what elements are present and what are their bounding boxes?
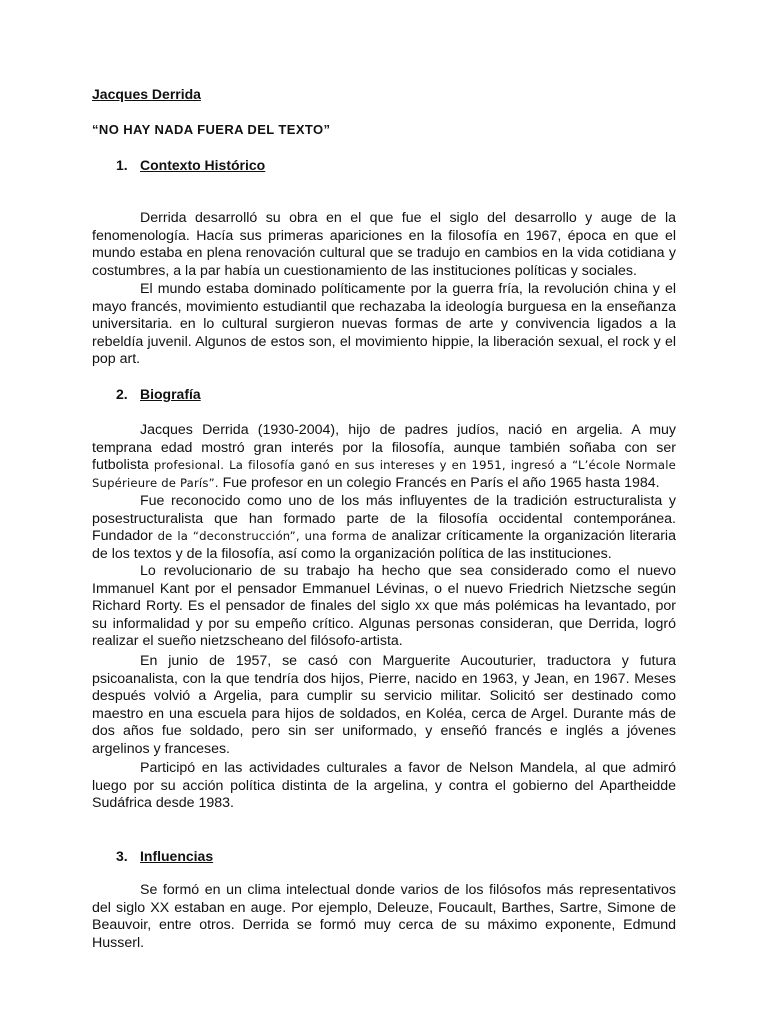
paragraph-text-alt-font: de la “deconstrucción”, una forma de (157, 529, 387, 544)
section-number: 2. (116, 386, 128, 402)
paragraph: Se formó en un clima intelectual donde varios de los filósofos más representativos del siglo XX estaban en auge. Por ejemplo, Deleuze, Foucault, Barthes, Sartre, Simone de Beauvoir, entre otros. Derrida se formó muy cerca de su máximo exponente, Edmund Husserl. (92, 882, 676, 951)
section-heading-contexto (116, 157, 265, 173)
section-title: Influencias (140, 848, 214, 864)
paragraph: Participó en las actividades culturales a favor de Nelson Mandela, al que admiró luego por su acción política distinta de la argelina, y contra el gobierno del Apartheidde Sudáfrica desde 1983. (92, 760, 676, 812)
paragraph: En junio de 1957, se casó con Marguerite Aucouturier, traductora y futura psicoanalista, con la que tendría dos hijos, Pierre, nacido en 1963, y Jean, en 1967. Meses después volvió a Argelia, para cumplir su servicio militar. Solicitó ser destinado como maestro en una escuela para hijos de soldados, en Koléa, cerca de Argel. Durante más de dos años fue soldado, pero sin ser uniformado, y enseñó francés e inglés a jóvenes argelinos y franceses. (92, 653, 676, 757)
paragraph: Derrida desarrolló su obra en el que fue el siglo del desarrollo y auge de la fenomenología. Hacía sus primeras apariciones en la filosofía en 1967, época en que el mundo estaba en plena renovación cultural que se tradujo en cambios en la vida cotidiana y costumbres, a la par había un cuestionamiento de las instituciones políticas y sociales. (92, 210, 676, 279)
document-quote: “NO HAY NADA FUERA DEL TEXTO” (92, 122, 331, 137)
section-title: Biografía (140, 386, 201, 402)
paragraph (92, 422, 676, 492)
paragraph-text: Jacques Derrida (1930-2004), hijo de padres judíos, nació en argelia. A muy temprana edad mostró gran interés por la filosofía, aunque también soñaba con ser futbolista (92, 422, 676, 474)
paragraph-text-alt-font: profesional. La filosofía ganó en sus intereses y en 1951, ingresó a “L’école Normale Supérieure de París”. (92, 458, 676, 490)
paragraph-text: analizar críticamente la organización literaria de los textos y de la filosofía, así como la organización política de las instituciones. (92, 528, 676, 562)
paragraph (92, 493, 676, 563)
paragraph: El mundo estaba dominado políticamente por la guerra fría, la revolución china y el mayo francés, movimiento estudiantil que rechazaba la ideología burguesa en la enseñanza universitaria. en lo cultural surgieron nuevas formas de arte y convivencia ligados a la rebeldía juvenil. Algunos de estos son, el movimiento hippie, la liberación sexual, el rock y el pop art. (92, 281, 676, 368)
section-heading-biografia (116, 386, 201, 402)
paragraph: Lo revolucionario de su trabajo ha hecho que sea considerado como el nuevo Immanuel Kant por el pensador Emmanuel Lévinas, o el nuevo Friedrich Nietzsche según Richard Rorty. Es el pensador de finales del siglo xx que más polémicas ha levantado, por su informalidad y por su empeño crítico. Algunas personas consideran, que Derrida, logró realizar el sueño nietzscheano del filósofo-artista. (92, 563, 676, 650)
section-number: 3. (116, 848, 128, 864)
paragraph-text: Fue profesor en un colegio Francés en París el año 1965 hasta 1984. (222, 474, 660, 491)
document-title: Jacques Derrida (92, 86, 201, 102)
section-number: 1. (116, 157, 128, 173)
paragraph-text: Fue reconocido como uno de los más influyentes de la tradición estructuralista y posestructuralista que han formado parte de la filosofía occidental contemporánea. Fundador (92, 493, 676, 545)
section-title: Contexto Histórico (140, 157, 266, 173)
section-heading-influencias (116, 848, 213, 864)
